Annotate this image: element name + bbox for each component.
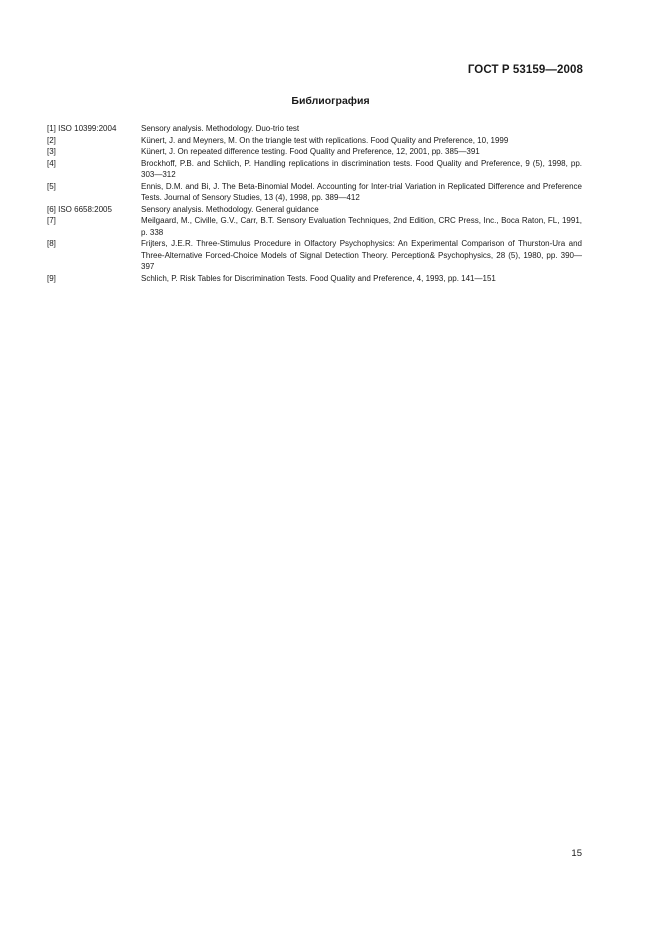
bibliography-text: Brockhoff, P.B. and Schlich, P. Handling replications in discrimination tests. Food Quality and Preference, 9 (5), 1998, pp. 303—312 (141, 158, 582, 179)
bibliography-ref: [8] (47, 239, 56, 248)
bibliography-text: Künert, J. and Meyners, M. On the triangle test with replications. Food Quality and Preference, 10, 1999 (141, 135, 509, 145)
bibliography-ref: [9] (47, 273, 56, 283)
bibliography-list (47, 123, 582, 284)
bibliography-entry-2 (47, 135, 582, 147)
bibliography-text: Frijters, J.E.R. Three-Stimulus Procedure in Olfactory Psychophysics: An Experimental Comparison of Thurston-Ura and Three-Alternative Forced-Choice Models of Signal Detection Theory. Perception& Psychophysics, 28 (5), 1980, pp. 390—397 (141, 239, 582, 271)
bibliography-entry-7 (47, 215, 582, 238)
bibliography-title: Библиография (291, 95, 370, 107)
bibliography-ref: [5] (47, 181, 56, 191)
document-standard-id: ГОСТ Р 53159—2008 (467, 64, 583, 76)
bibliography-text: Ennis, D.M. and Bi, J. The Beta-Binomial Model. Accounting for Inter-trial Variation in Replicated Difference and Preference Tests. Journal of Sensory Studies, 13 (4), 1998, pp. 389—412 (141, 181, 582, 202)
bibliography-entry-8 (47, 238, 582, 273)
bibliography-entry-4 (47, 158, 582, 181)
bibliography-entry-1 (47, 123, 582, 135)
bibliography-ref: [6] ISO 6658:2005 (47, 204, 112, 214)
bibliography-entry-6 (47, 204, 582, 216)
bibliography-text: Meilgaard, M., Civille, G.V., Carr, B.T. Sensory Evaluation Techniques, 2nd Edition, CRC Press, Inc., Boca Raton, FL, 1991, p. 338 (141, 216, 582, 237)
bibliography-text: Künert, J. On repeated difference testing. Food Quality and Preference, 12, 2001, pp. 385—391 (141, 147, 480, 156)
bibliography-entry-3 (47, 146, 582, 158)
bibliography-ref: [4] (47, 158, 56, 168)
bibliography-ref: [3] (47, 147, 56, 156)
page-number: 15 (571, 848, 582, 859)
bibliography-entry-5 (47, 181, 582, 204)
bibliography-ref: [7] (47, 216, 56, 225)
bibliography-text: Sensory analysis. Methodology. Duo-trio test (141, 124, 300, 133)
bibliography-text: Sensory analysis. Methodology. General guidance (141, 204, 319, 214)
bibliography-entry-9 (47, 273, 582, 285)
bibliography-ref: [2] (47, 135, 56, 145)
bibliography-text: Schlich, P. Risk Tables for Discrimination Tests. Food Quality and Preference, 4, 1993, pp. 141—151 (141, 273, 496, 283)
bibliography-ref: [1] ISO 10399:2004 (47, 124, 117, 133)
